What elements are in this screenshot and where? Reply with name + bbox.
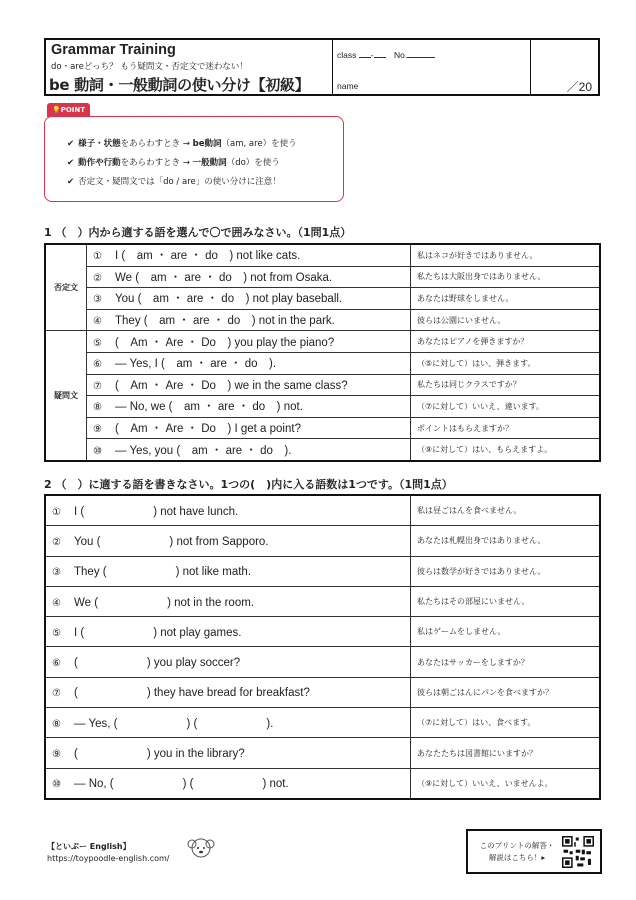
question[interactable]: ⑦ ( Am ・ Are ・ Do ) we in the same class? — [87, 374, 411, 396]
check-icon: ✔ — [67, 139, 75, 149]
student-info-cell — [332, 40, 531, 94]
class-separator: - — [370, 50, 374, 60]
point-item: ✔ 否定文・疑問文では「do / are」の使い分けに注意！ — [67, 177, 281, 187]
site-link[interactable]: https://toypoodle-english.com/ — [47, 854, 170, 863]
table-row — [45, 647, 600, 677]
translation: 彼らは数学が好きではありません。 — [411, 556, 601, 586]
table-row — [45, 495, 600, 526]
question[interactable]: ① I ( am ・ are ・ do ) not like cats. — [87, 244, 411, 266]
table-row — [45, 708, 600, 738]
table-row — [45, 352, 600, 374]
score-cell — [530, 40, 598, 94]
table-row — [45, 374, 600, 396]
translation: 私はネコが好きではありません。 — [411, 244, 601, 266]
check-icon: ✔ — [67, 158, 75, 168]
question[interactable]: ④ We ( ) not in the room. — [45, 586, 411, 616]
point-item: ✔ 様子・状態をあらわすとき → be動詞（am, are）を使う — [67, 139, 297, 149]
translation: あなたたちは図書館にいますか？ — [411, 738, 601, 768]
question[interactable]: ⑧ — Yes, ( ) ( ). — [45, 708, 411, 738]
question[interactable]: ② You ( ) not from Sapporo. — [45, 526, 411, 556]
translation: （⑤に対して）はい、弾きます。 — [411, 352, 601, 374]
translation: （⑦に対して）いいえ、違います。 — [411, 396, 601, 418]
table-row — [45, 244, 600, 266]
table-row — [45, 439, 600, 461]
translation: （⑨に対して）いいえ、いませんよ。 — [411, 768, 601, 799]
question[interactable]: ⑨ ( Am ・ Are ・ Do ) I get a point? — [87, 417, 411, 439]
brand-name: 【といぷー English】 — [47, 842, 131, 851]
question[interactable]: ③ They ( ) not like math. — [45, 556, 411, 586]
translation: 彼らは朝ごはんにパンを食べますか？ — [411, 677, 601, 707]
question[interactable]: ⑥ ( ) you play soccer? — [45, 647, 411, 677]
question[interactable]: ⑨ ( ) you in the library? — [45, 738, 411, 768]
translation: （⑨に対して）はい、もらえますよ。 — [411, 439, 601, 461]
translation: 彼らは公園にいません。 — [411, 309, 601, 331]
question[interactable]: ② We ( am ・ are ・ do ) not from Osaka. — [87, 266, 411, 288]
table-row — [45, 738, 600, 768]
translation: 私は昼ごはんを食べません。 — [411, 495, 601, 526]
answer-link-text[interactable]: このプリントの解答・解説はこちら！▸ — [479, 841, 555, 862]
table-row — [45, 617, 600, 647]
section1-table — [44, 243, 601, 462]
class-label: class — [337, 50, 357, 60]
answer-link-box[interactable] — [466, 829, 602, 874]
table-row — [45, 396, 600, 418]
category-negative: 否定文 — [45, 244, 87, 331]
class-field — [337, 48, 435, 60]
table-row — [45, 768, 600, 799]
number-label: No. — [393, 50, 408, 60]
category-question: 疑問文 — [45, 331, 87, 461]
translation: 私たちはその部屋にいません。 — [411, 586, 601, 616]
title-cell — [46, 40, 333, 94]
class-blank-2[interactable] — [374, 48, 386, 58]
table-row — [45, 417, 600, 439]
translation: 私はゲームをしません。 — [411, 617, 601, 647]
check-icon: ✔ — [67, 177, 75, 187]
number-blank[interactable] — [407, 48, 435, 58]
title-english: Grammar Training — [51, 42, 176, 58]
question[interactable]: ⑩ — Yes, you ( am ・ are ・ do ). — [87, 439, 411, 461]
table-row — [45, 677, 600, 707]
point-box — [44, 116, 344, 202]
qr-code-icon[interactable] — [562, 836, 594, 868]
translation: 私たちは大阪出身ではありません。 — [411, 266, 601, 288]
page-title: be 動詞・一般動詞の使い分け【初級】 — [49, 76, 310, 94]
translation: （⑦に対して）はい、食べます。 — [411, 708, 601, 738]
section2-title: 2 （ ）に適する語を書きなさい。1つの( )内に入る語数は1つです。（1問1点） — [44, 478, 453, 491]
question[interactable]: ⑥ — Yes, I ( am ・ are ・ do ). — [87, 352, 411, 374]
point-item: ✔ 動作や行動をあらわすとき → 一般動詞（do）を使う — [67, 158, 280, 168]
question[interactable]: ⑧ — No, we ( am ・ are ・ do ) not. — [87, 396, 411, 418]
point-badge: 💡POINT — [47, 103, 90, 117]
section2-table — [44, 494, 601, 800]
translation: あなたはピアノを弾きますか？ — [411, 331, 601, 353]
table-row — [45, 331, 600, 353]
table-row — [45, 586, 600, 616]
class-blank[interactable] — [359, 48, 371, 58]
question[interactable]: ⑤ I ( ) not play games. — [45, 617, 411, 647]
question[interactable]: ④ They ( am ・ are ・ do ) not in the park. — [87, 309, 411, 331]
worksheet-header — [44, 38, 600, 96]
translation: 私たちは同じクラスですか？ — [411, 374, 601, 396]
question[interactable]: ① I ( ) not have lunch. — [45, 495, 411, 526]
question[interactable]: ⑩ — No, ( ) ( ) not. — [45, 768, 411, 799]
subtitle: do・areどっち？ もう疑問文・否定文で迷わない！ — [51, 62, 248, 72]
translation: あなたはサッカーをしますか？ — [411, 647, 601, 677]
name-label: name — [337, 81, 359, 91]
table-row — [45, 526, 600, 556]
score-total: ／20 — [566, 80, 592, 94]
translation: あなたは札幌出身ではありません。 — [411, 526, 601, 556]
poodle-logo-icon — [183, 836, 219, 862]
section1-title: 1 （ ）内から適する語を選んで〇で囲みなさい。（1問1点） — [44, 226, 352, 239]
table-row — [45, 556, 600, 586]
translation: あなたは野球をしません。 — [411, 288, 601, 310]
translation: ポイントはもらえますか？ — [411, 417, 601, 439]
question[interactable]: ③ You ( am ・ are ・ do ) not play baseball. — [87, 288, 411, 310]
table-row — [45, 288, 600, 310]
table-row — [45, 309, 600, 331]
table-row — [45, 266, 600, 288]
question[interactable]: ⑤ ( Am ・ Are ・ Do ) you play the piano? — [87, 331, 411, 353]
question[interactable]: ⑦ ( ) they have bread for breakfast? — [45, 677, 411, 707]
